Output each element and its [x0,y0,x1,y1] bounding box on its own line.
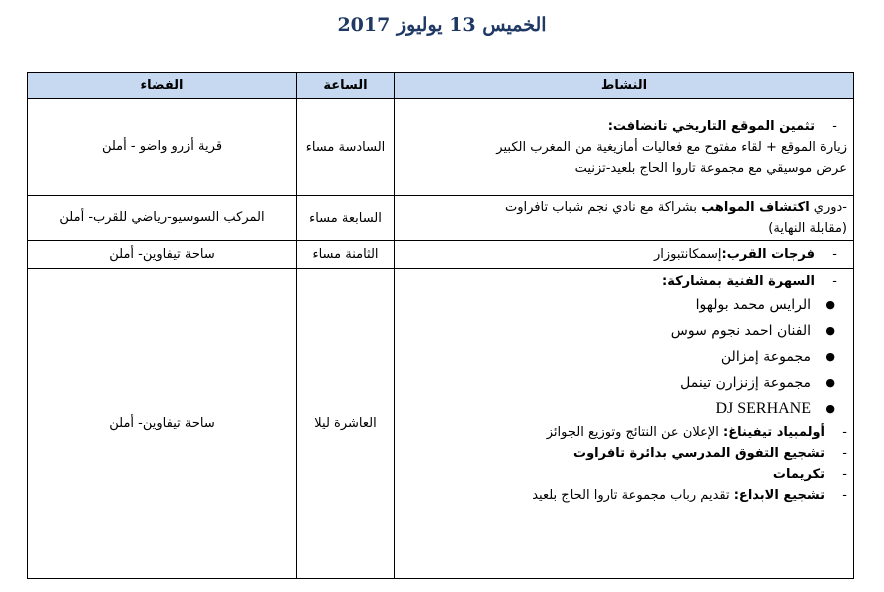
list-item [401,292,837,318]
activity-rest: تقديم رباب مجموعة تاروا الحاج بلعيد [532,488,734,503]
time-cell: السادسة مساء [297,99,395,196]
bullet-icon: ● [825,350,835,363]
list-item [401,344,837,370]
time-cell: الثامنة مساء [297,241,395,269]
activity-rest: الإعلان عن النتائج وتوزيع الجوائز [546,425,724,440]
activity-heading-line [401,271,847,292]
activity-rest: إسمكانتبوزار [654,247,722,262]
activity-bold: فرجات القرب: [721,247,815,262]
table-row [28,196,854,241]
table-row [28,241,854,269]
activity-prefix: -دوري [809,200,847,215]
venue-text: المركب السوسيو-رياضي للقرب- أملن [59,210,265,225]
table-row [28,269,854,579]
performers-list [401,292,847,422]
bullet-icon: ● [825,324,835,337]
time-cell: العاشرة ليلا [297,269,395,579]
activity-bold: اكتشاف المواهب [701,200,810,215]
performer-name: الفنان احمد نجوم سوس [670,323,811,339]
bullet-icon: ● [825,402,835,415]
table-header-row [28,73,854,99]
performer-name: مجموعة إزنزارن تينمل [680,375,811,391]
dash-marker: - [842,446,847,461]
activity-rest: بشراكة مع نادي نجم شباب تافراوت [505,200,702,215]
header-venue: الفضاء [28,73,297,99]
list-item [401,396,837,422]
dash-marker: - [832,247,837,262]
activity-line [401,197,847,218]
performer-name: DJ SERHANE [715,400,811,417]
activity-bold: تشجيع الابداع: [733,488,825,503]
performer-name: مجموعة إمزالن [720,349,811,365]
venue-cell [28,99,297,196]
dash-marker: - [842,467,847,482]
page-title: الخميس 13 يوليوز 2017 [337,14,547,36]
time-cell: السابعة مساء [297,196,395,241]
activity-line [401,443,847,464]
activity-line [401,464,847,485]
activity-heading-line [401,116,847,137]
venue-text: ساحة تيفاوين- أملن [109,415,215,431]
dash-marker: - [832,118,837,134]
activity-cell [395,196,854,241]
dash-marker: - [842,425,847,440]
header-time: الساعة [297,73,395,99]
activity-heading: تثمين الموقع التاريخي تانضافت: [607,118,815,134]
venue-cell [28,196,297,241]
activity-cell [395,241,854,269]
activity-bold: تشجيع التفوق المدرسي بدائرة تافراوت [573,446,825,461]
venue-cell [28,269,297,579]
performer-name: الرايس محمد بولهوا [695,297,811,313]
activity-line: (مقابلة النهاية) [768,221,847,236]
activity-cell [395,269,854,579]
activity-line: زيارة الموقع + لقاء مفتوح مع فعاليات أمازيغية من المغرب الكبير [496,139,847,155]
dash-marker: - [832,274,837,289]
activity-cell [395,99,854,196]
activity-line: عرض موسيقي مع مجموعة تاروا الحاج بلعيد-تزنيت [574,160,847,176]
schedule-table [27,72,854,579]
table-row [28,99,854,196]
activity-line [401,485,847,506]
header-activity: النشاط [395,73,854,99]
list-item [401,370,837,396]
activity-line [401,244,847,265]
venue-text: قرية أزرو واضو - أملن [101,139,223,154]
bullet-icon: ● [825,298,835,311]
list-item [401,318,837,344]
activity-bold: تكريمات [772,467,825,482]
dash-marker: - [842,488,847,503]
activity-line [401,422,847,443]
activity-bold: أولمبياد تيفيناغ: [723,425,825,440]
venue-cell [28,241,297,269]
bullet-icon: ● [825,376,835,389]
activity-heading: السهرة الفنية بمشاركة: [662,274,815,289]
venue-text: ساحة تيفاوين- أملن [109,246,215,262]
